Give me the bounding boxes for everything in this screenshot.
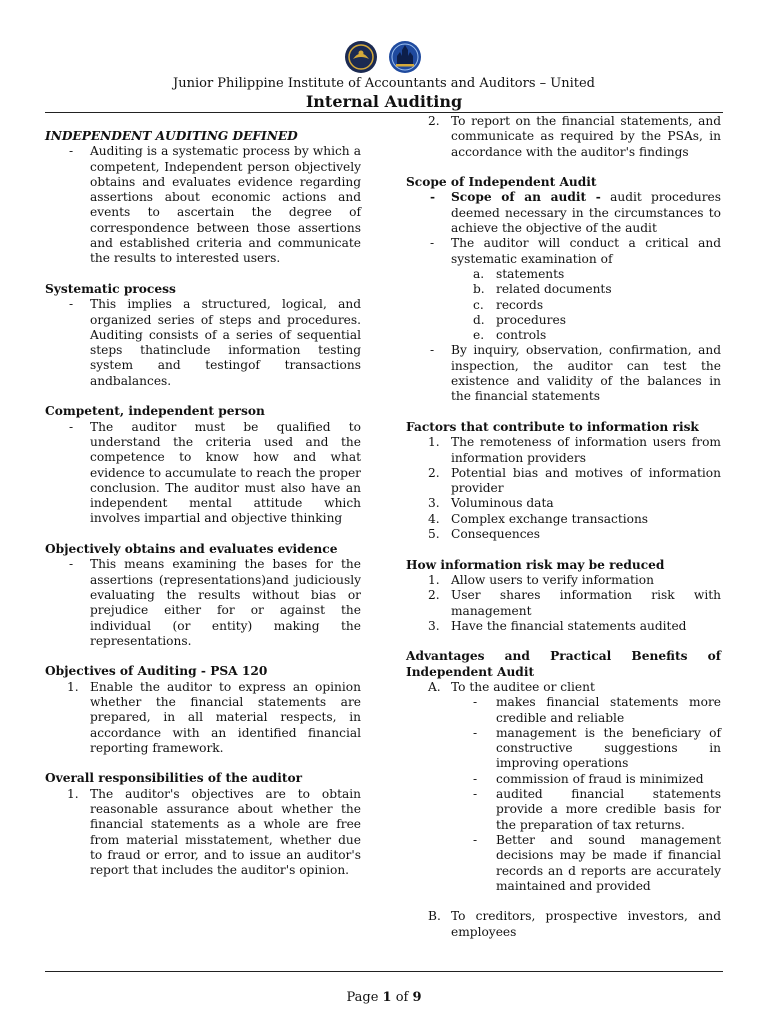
sub-list-item: e. controls	[473, 328, 547, 343]
list-item: - By inquiry, observation, confirmation, and inspection, the auditor can test the existence and validity of the balances in the financial statements	[430, 343, 721, 404]
section-heading: Overall responsibilities of the auditor	[45, 771, 303, 786]
list-item: - Auditing is a systematic process by which a competent, Independent person objectively obtains and evaluates evidence regarding assertions about economic actions and events to ascertain the degree of correspondence between those assertions and established criteria and communicate the results to interested users.	[69, 144, 361, 266]
section-heading: INDEPENDENT AUDITING DEFINED	[45, 129, 298, 143]
sub-list-item: - Better and sound management decisions may be made if financial records an d reports are accurately maintained and provided	[473, 832, 721, 893]
left-column	[45, 129, 361, 879]
logos	[344, 40, 424, 74]
list-item: - This implies a structured, logical, and organized series of steps and procedures. Auditing consists of a series of sequential steps thatinclude information testing system and testingof transactions andbalances.	[69, 297, 361, 388]
sub-list-item: c. records	[473, 297, 544, 312]
section-heading: Objectives of Auditing - PSA 120	[45, 664, 268, 679]
list-item: 5. Consequences	[428, 527, 540, 542]
sub-list-item: b. related documents	[473, 282, 612, 297]
sub-list-item: d. procedures	[473, 312, 566, 327]
list-item: 2. User shares information risk with management	[428, 588, 721, 618]
footer-divider	[45, 971, 723, 972]
section-heading: Competent, independent person	[45, 404, 265, 419]
list-item: 3. Voluminous data	[428, 496, 554, 511]
section-heading: Systematic process	[45, 281, 176, 296]
section-heading: Scope of Independent Audit	[406, 175, 597, 190]
jpia-seal-icon	[345, 41, 377, 73]
organization-name: Junior Philippine Institute of Accountants and Auditors – United	[173, 76, 595, 91]
page-number: Page 1 of 9	[346, 990, 422, 1005]
section-heading: Factors that contribute to information risk	[406, 419, 699, 434]
sub-list-item: a. statements	[473, 266, 565, 281]
list-item: - The auditor will conduct a critical and systematic examination of	[430, 236, 721, 266]
header-divider	[45, 112, 723, 113]
list-item: 1. Enable the auditor to express an opinion whether the financial statements are prepared, in all material respects, in accordance with an identified financial reporting framework.	[67, 679, 361, 755]
university-seal-icon	[389, 41, 421, 73]
list-item: A. To the auditee or client	[428, 679, 595, 694]
list-item: B. To creditors, prospective investors, and employees	[428, 909, 721, 939]
list-item: - This means examining the bases for the assertions (representations)and judiciously evaluating the results without bias or prejudice either for or against the individual (or entity) making the representations.	[69, 557, 361, 648]
sub-list-item: - audited financial statements provide a more credible basis for the preparation of tax returns.	[473, 787, 721, 832]
list-item: 4. Complex exchange transactions	[428, 511, 649, 526]
list-item: - Scope of an audit - audit procedures deemed necessary in the circumstances to achieve the objective of the audit	[430, 190, 721, 236]
sub-list-item: - makes financial statements more credible and reliable	[473, 695, 721, 725]
section-heading: Advantages and Practical Benefits of Independent Audit	[406, 649, 721, 679]
list-item: 2. To report on the financial statements, and communicate as required by the PSAs, in accordance with the auditor's findings	[428, 114, 721, 159]
page-title: Internal Auditing	[305, 92, 463, 111]
section-heading: Objectively obtains and evaluates evidence	[45, 542, 338, 557]
section-heading: How information risk may be reduced	[406, 557, 665, 572]
list-item: 3. Have the financial statements audited	[428, 618, 687, 633]
list-item: 1. The remoteness of information users from information providers	[428, 435, 721, 465]
list-item: 2. Potential bias and motives of information provider	[428, 465, 721, 496]
list-item: - The auditor must be qualified to understand the criteria used and the competence to know how and what evidence to accumulate to reach the proper conclusion. The auditor must also have an independent mental attitude which involves impartial and objective thinking	[69, 419, 361, 526]
right-column	[406, 114, 721, 940]
sub-list-item: - management is the beneficiary of constructive suggestions in improving operations	[473, 725, 721, 771]
sub-list-item: - commission of fraud is minimized	[473, 771, 704, 786]
list-item: 1. The auditor's objectives are to obtain reasonable assurance about whether the financial statements as a whole are free from material misstatement, whether due to fraud or error, and to issue an auditor's report that includes the auditor's opinion.	[67, 786, 361, 878]
list-item: 1. Allow users to verify information	[428, 572, 654, 587]
